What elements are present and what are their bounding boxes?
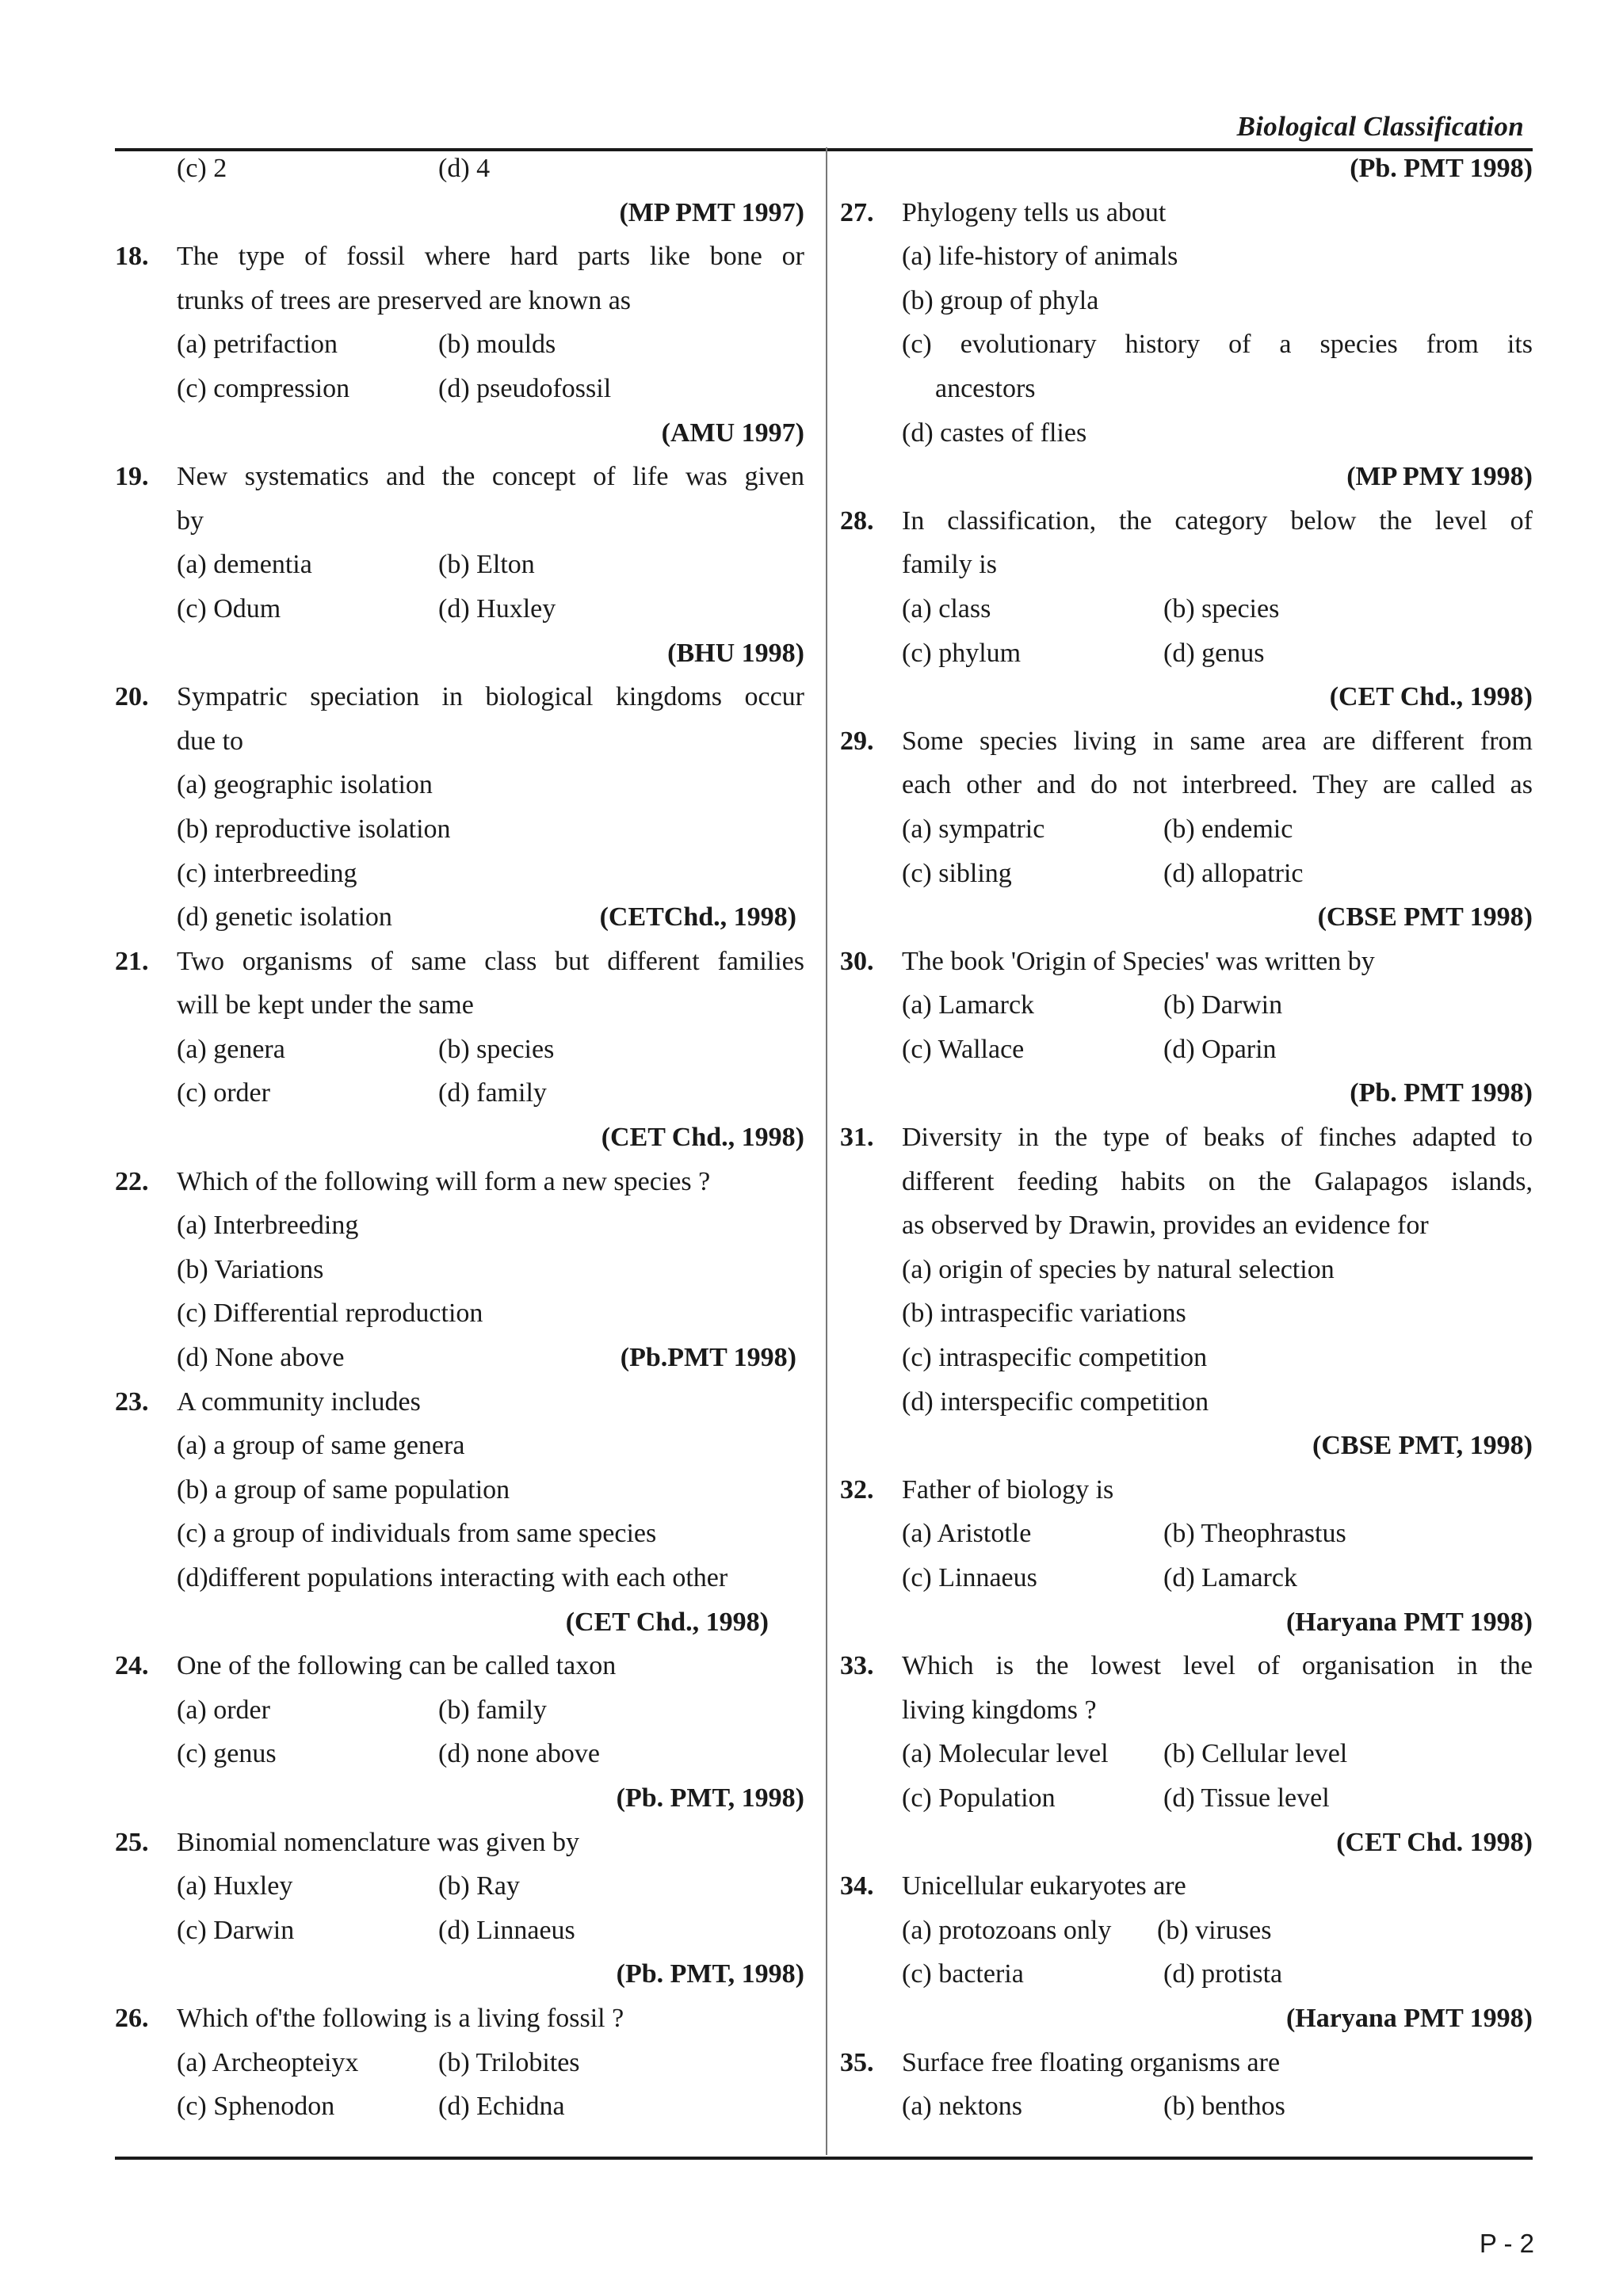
option: (b) family (438, 1695, 547, 1725)
option: (c) intraspecific competition (902, 1343, 1208, 1373)
option: (c) bacteria (902, 1959, 1024, 1989)
left-column (115, 147, 804, 2129)
question-text: New systematics and the concept of life was given (177, 462, 804, 492)
question-text: Surface free floating organisms are (902, 2047, 1281, 2077)
option: (b) intraspecific variations (902, 1299, 1186, 1329)
option: (a) Archeopteiyx (177, 2047, 359, 2077)
option: (a) Huxley (177, 1871, 293, 1901)
question-30 (840, 940, 1533, 984)
option: (d) allopatric (1163, 858, 1304, 888)
option: (c) interbreeding (177, 858, 357, 888)
option: (b) group of phyla (902, 285, 1099, 315)
question-text: Which of the following will form a new species ? (177, 1166, 711, 1196)
option: (b) Ray (438, 1871, 520, 1901)
option: (a) Molecular level (902, 1739, 1109, 1769)
option: (d)different populations interacting with each other (177, 1563, 728, 1592)
option-row (840, 587, 1533, 631)
option: (b) species (1163, 593, 1280, 624)
option: (d) 4 (438, 154, 491, 183)
question-text: different feeding habits on the Galapagos islands, (902, 1166, 1533, 1196)
option-row (840, 983, 1533, 1028)
question-text: Which of'the following is a living fossil ? (177, 2003, 624, 2033)
question-text: One of the following can be called taxon (177, 1651, 617, 1681)
option: (c) Wallace (902, 1034, 1025, 1064)
question-27 (840, 191, 1533, 235)
question-number: 35. (840, 2047, 874, 2077)
question-text: The type of fossil where hard parts like bone or (177, 242, 804, 272)
option: (b) viruses (1157, 1915, 1272, 1945)
option: (d) none above (438, 1739, 600, 1769)
question-source: (BHU 1998) (667, 638, 804, 668)
right-column (840, 147, 1533, 2129)
option-row (840, 1776, 1533, 1821)
option-row (840, 1952, 1533, 1997)
option: (a) Interbreeding (177, 1211, 359, 1241)
question-number: 33. (840, 1651, 874, 1681)
option-row (115, 322, 804, 367)
question-text: will be kept under the same (177, 990, 474, 1020)
option: (b) moulds (438, 330, 556, 360)
option: (a) genera (177, 1034, 285, 1064)
question-text: as observed by Drawin, provides an evidence for (902, 1211, 1429, 1241)
question-source: (AMU 1997) (661, 418, 804, 448)
option: (a) geographic isolation (177, 770, 433, 800)
option: ancestors (935, 373, 1036, 403)
question-number: 22. (115, 1166, 149, 1196)
option: (d) Oparin (1163, 1034, 1277, 1064)
question-33 (840, 1644, 1533, 1688)
option: (d) family (438, 1078, 547, 1108)
option: (b) Trilobites (438, 2047, 580, 2077)
question-number: 34. (840, 1871, 874, 1901)
option-row (840, 1028, 1533, 1072)
question-26 (115, 1997, 804, 2041)
question-22 (115, 1160, 804, 1204)
option: (b) Variations (177, 1254, 324, 1284)
option: (d) protista (1163, 1959, 1283, 1989)
question-number: 28. (840, 505, 874, 536)
question-number: 27. (840, 197, 874, 227)
option: (d) pseudofossil (438, 373, 612, 403)
option: (d) Echidna (438, 2092, 565, 2122)
question-number: 18. (115, 242, 149, 272)
option-row (115, 367, 804, 411)
option: (a) a group of same genera (177, 1431, 465, 1461)
question-35 (840, 2041, 1533, 2085)
option: (a) Aristotle (902, 1519, 1032, 1549)
question-source: (Pb.PMT 1998) (620, 1343, 796, 1373)
question-32 (840, 1468, 1533, 1512)
option: (b) a group of same population (177, 1474, 510, 1505)
option: (b) endemic (1163, 814, 1293, 844)
option: (c) Linnaeus (902, 1563, 1037, 1592)
option-row (115, 1909, 804, 1953)
option: (a) protozoans only (902, 1915, 1112, 1945)
question-24 (115, 1644, 804, 1688)
option-row (115, 2084, 804, 2129)
question-25 (115, 1821, 804, 1865)
question-number: 32. (840, 1474, 874, 1505)
option: (d) Huxley (438, 593, 556, 624)
question-text: Two organisms of same class but different families (177, 946, 804, 976)
page-number: P - 2 (1479, 2229, 1534, 2258)
option: (b) Elton (438, 550, 535, 580)
question-34 (840, 1864, 1533, 1909)
question-text: A community includes (177, 1386, 421, 1417)
option-row (840, 1732, 1533, 1776)
question-text: Diversity in the type of beaks of finches adapted to (902, 1123, 1533, 1153)
question-text: Unicellular eukaryotes are (902, 1871, 1186, 1901)
question-number: 26. (115, 2003, 149, 2033)
option: (d) Tissue level (1163, 1783, 1330, 1813)
option: (c) sibling (902, 858, 1012, 888)
question-source: (Haryana PMT 1998) (1285, 2003, 1533, 2033)
option-row (115, 1028, 804, 1072)
question-source: (Pb. PMT 1998) (1350, 154, 1533, 183)
question-19 (115, 455, 804, 499)
question-source: (CET Chd., 1998) (601, 1123, 804, 1153)
question-text: living kingdoms ? (902, 1695, 1097, 1725)
question-source: (CBSE PMT, 1998) (1312, 1431, 1533, 1461)
question-text: Some species living in same area are different from (902, 726, 1533, 756)
option: (d) Lamarck (1163, 1563, 1297, 1592)
question-31 (840, 1116, 1533, 1160)
option-row (840, 1909, 1533, 1953)
option: (c) 2 (177, 154, 227, 183)
question-number: 24. (115, 1651, 149, 1681)
question-source: (Pb. PMT 1998) (1350, 1078, 1533, 1108)
option: (c) compression (177, 373, 350, 403)
question-source: (CBSE PMT 1998) (1317, 902, 1533, 933)
question-source: (MP PMY 1998) (1346, 462, 1533, 492)
question-text: family is (902, 550, 997, 580)
option: (c) phylum (902, 638, 1022, 668)
option-row (115, 543, 804, 587)
option: (a) origin of species by natural selection (902, 1254, 1335, 1284)
option-row (115, 1071, 804, 1116)
option: (d) genetic isolation (177, 902, 392, 933)
question-source: (CET Chd., 1998) (565, 1607, 769, 1637)
option: (c) order (177, 1078, 270, 1108)
question-20 (115, 675, 804, 719)
question-source: (CET Chd. 1998) (1336, 1827, 1533, 1857)
question-text: trunks of trees are preserved are known as (177, 285, 632, 315)
question-text: by (177, 505, 204, 536)
question-number: 23. (115, 1386, 149, 1417)
option: (b) reproductive isolation (177, 814, 451, 844)
question-number: 25. (115, 1827, 149, 1857)
option: (c) Odum (177, 593, 281, 624)
question-source: (Haryana PMT 1998) (1285, 1607, 1533, 1637)
option-row (840, 1512, 1533, 1556)
option: (c) a group of individuals from same species (177, 1519, 657, 1549)
question-number: 30. (840, 946, 874, 976)
question-source: (Pb. PMT, 1998) (616, 1783, 804, 1813)
question-21 (115, 940, 804, 984)
option: (b) Darwin (1163, 990, 1283, 1020)
option-row (840, 2084, 1533, 2129)
option: (d) Linnaeus (438, 1915, 575, 1945)
option-row (115, 2041, 804, 2085)
option: (c) evolutionary history of a species from its (902, 330, 1533, 360)
option: (a) nektons (902, 2092, 1023, 2122)
option: (d) interspecific competition (902, 1386, 1209, 1417)
option: (a) order (177, 1695, 270, 1725)
option: (d) genus (1163, 638, 1265, 668)
question-number: 29. (840, 726, 874, 756)
option: (a) petrifaction (177, 330, 338, 360)
option-row (840, 852, 1533, 896)
question-28 (840, 499, 1533, 543)
option-row (115, 587, 804, 631)
question-text: Binomial nomenclature was given by (177, 1827, 579, 1857)
option: (b) Cellular level (1163, 1739, 1348, 1769)
option-row (115, 1688, 804, 1733)
question-source: (MP PMT 1997) (619, 197, 804, 227)
option: (b) Theophrastus (1163, 1519, 1346, 1549)
question-text: Sympatric speciation in biological kingdoms occur (177, 682, 804, 712)
question-source: (Pb. PMT, 1998) (616, 1959, 804, 1989)
option: (a) sympatric (902, 814, 1045, 844)
question-text: The book 'Origin of Species' was written by (902, 946, 1375, 976)
option-row (115, 147, 804, 191)
option: (c) Sphenodon (177, 2092, 335, 2122)
option: (c) Darwin (177, 1915, 295, 1945)
question-number: 21. (115, 946, 149, 976)
question-source: (CET Chd., 1998) (1329, 682, 1533, 712)
question-text: Father of biology is (902, 1474, 1114, 1505)
question-number: 19. (115, 462, 149, 492)
option: (c) Differential reproduction (177, 1299, 483, 1329)
option: (b) species (438, 1034, 555, 1064)
option-row (840, 631, 1533, 676)
option-row (115, 1864, 804, 1909)
option: (c) Population (902, 1783, 1056, 1813)
option-row (840, 1556, 1533, 1600)
question-text: Which is the lowest level of organisation in the (902, 1651, 1533, 1681)
question-18 (115, 235, 804, 279)
option: (a) Lamarck (902, 990, 1035, 1020)
footer-rule (115, 2157, 1533, 2160)
page-header-title: Biological Classification (1236, 111, 1524, 142)
option-row (840, 807, 1533, 852)
question-text: In classification, the category below the level of (902, 505, 1533, 536)
question-29 (840, 719, 1533, 764)
question-number: 20. (115, 682, 149, 712)
option: (c) genus (177, 1739, 277, 1769)
question-source: (CETChd., 1998) (599, 902, 796, 933)
option-row (115, 1732, 804, 1776)
option: (a) life-history of animals (902, 242, 1178, 272)
question-number: 31. (840, 1123, 874, 1153)
question-text: Phylogeny tells us about (902, 197, 1167, 227)
option: (d) castes of flies (902, 418, 1087, 448)
option: (a) dementia (177, 550, 312, 580)
question-23 (115, 1380, 804, 1425)
option: (b) benthos (1163, 2092, 1285, 2122)
option: (a) class (902, 593, 991, 624)
question-text: each other and do not interbreed. They are called as (902, 770, 1533, 800)
option: (d) None above (177, 1343, 345, 1373)
column-divider (826, 147, 827, 2155)
question-text: due to (177, 726, 244, 756)
